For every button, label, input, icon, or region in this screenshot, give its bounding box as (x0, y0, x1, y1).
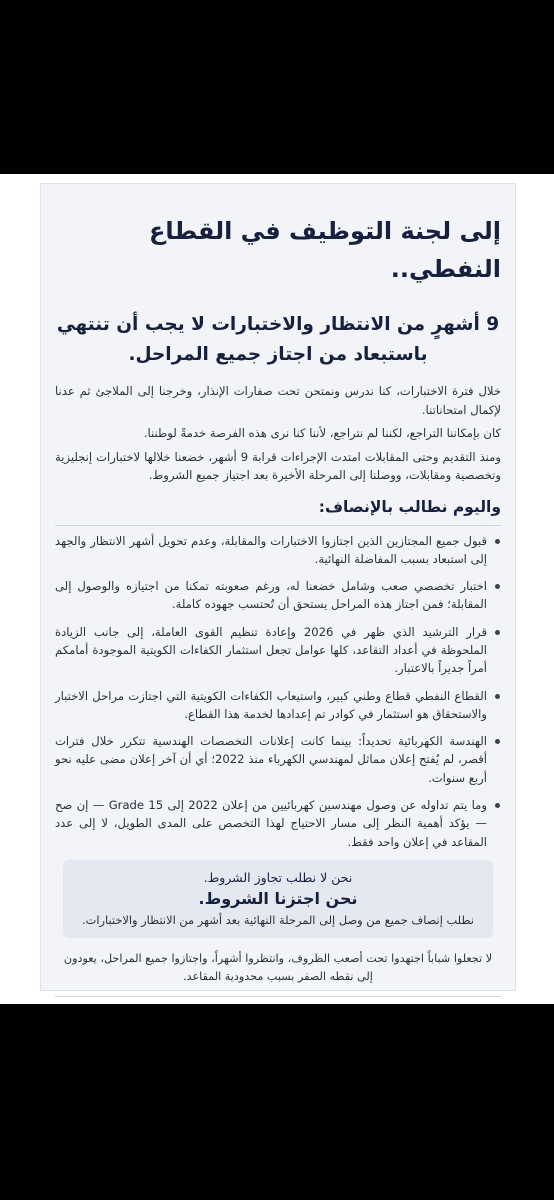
demand-item (55, 796, 501, 851)
letter-content (55, 184, 501, 1021)
demand-item (55, 623, 501, 678)
demand-item (55, 687, 501, 724)
demand-text: قبول جميع المجتازين الذين اجتازوا الاختبارات والمقابلة، وعدم تحويل أشهر الانتظار والجهد إلى استبعاد بسبب المفاضلة النهائية. (55, 533, 487, 566)
document-page (0, 174, 554, 1004)
section-divider (55, 525, 501, 526)
bullet-icon (495, 739, 500, 744)
bullet-icon (495, 539, 500, 544)
footer-divider (55, 996, 501, 997)
bullet-icon (495, 584, 500, 589)
demand-text: وما يتم تداوله عن وصول مهندسين كهربائيين من إعلان 2022 إلى Grade 15 — إن صح — يؤكد أهمية النظر إلى مسار الاحتياج لهذا التخصص على المدى الطويل، لا إلى عدد المقاعد في إعلان واحد فقط. (55, 798, 487, 849)
callout-line-3: نطلب إنصاف جميع من وصل إلى المرحلة النهائية بعد أشهر من الانتظار والاختبارات. (82, 912, 474, 927)
demands-heading: واليوم نطالب بالإنصاف: (318, 497, 501, 516)
intro-paragraph-2: كان بإمكاننا التراجع، لكننا لم نتراجع، لأننا كنا نرى هذه الفرصة خدمةً لوطننا. (143, 426, 501, 440)
letter-card (40, 183, 516, 991)
closing-statement: لا تجعلوا شباباً اجتهدوا تحت أصعب الظروف، وانتظروا أشهراً، واجتازوا جميع المراحل، يعودون إلى نقطه الصفر بسبب محدودية المقاعد. (63, 951, 493, 983)
bullet-icon (495, 630, 500, 635)
top-black-bar (0, 0, 554, 174)
letter-subtitle: 9 أشهرٍ من الانتظار والاختبارات لا يجب أن تنتهي باستبعاد من اجتاز جميع المراحل. (56, 314, 500, 365)
bullet-icon (495, 694, 500, 699)
demand-text: الهندسة الكهربائية تحديداً: بينما كانت إعلانات التخصصات الهندسية تتكرر خلال فترات أقصر، لم يُفتح إعلان مماثل لمهندسي الكهرباء منذ 2022؛ أي أن آخر إعلان مضى عليه نحو أربع سنوات. (55, 734, 488, 785)
intro-paragraph-1: خلال فترة الاختبارات، كنا ندرس ونمتحن تحت صفارات الإنذار، وخرجنا إلى الملاجئ ثم عدنا لإكمال امتحاناتنا. (55, 384, 501, 417)
callout-line-1: نحن لا نطلب تجاوز الشروط. (203, 869, 353, 885)
bottom-black-bar (0, 1004, 554, 1200)
demand-text: اختبار تخصصي صعب وشامل خضعنا له، ورغم صعوبته تمكنا من اجتيازه والوصول إلى المقابلة؛ فمن اجتاز هذه المراحل يستحق أن تُحتسب جهوده كاملة. (55, 579, 487, 612)
demand-item (55, 577, 501, 614)
callout-line-2: نحن اجتزنا الشروط. (198, 888, 358, 908)
demand-item (55, 532, 501, 569)
demands-list (55, 532, 501, 851)
letter-title: إلى لجنة التوظيف في القطاع النفطي.. (149, 217, 501, 283)
demand-item (55, 732, 501, 787)
demand-text: قرار الترشيد الذي ظهر في 2026 وإعادة تنظيم القوى العاملة، إلى جانب الزيادة الملحوظة في أعداد التقاعد، كلها عوامل تجعل استثمار الكفاءات الكويتية الموجودة أمامكم أمراً جديراً بالاعتبار. (55, 624, 487, 676)
bullet-icon (495, 803, 500, 808)
callout-box (63, 860, 493, 938)
intro-paragraph-3: ومنذ التقديم وحتى المقابلات امتدت الإجراءات قرابة 9 أشهر، خضعنا خلالها لاختبارات إنجليزية وتخصصية ومقابلات، ووصلنا إلى المرحلة الأخيرة بعد اجتياز جميع الشروط. (55, 449, 501, 482)
demand-text: القطاع النفطي قطاع وطني كبير، واستيعاب الكفاءات الكويتية التي اجتازت مراحل الاختبار والاستحقاق هو استثمار في كوادر تم إعدادها لخدمة هذا القطاع. (55, 688, 487, 721)
